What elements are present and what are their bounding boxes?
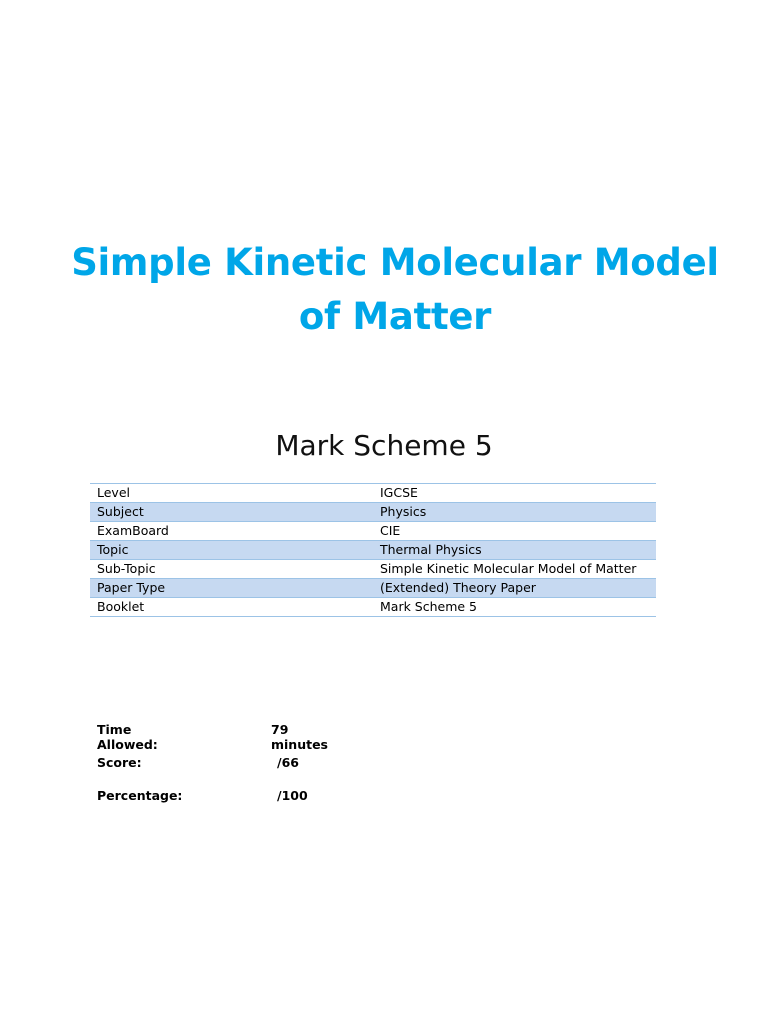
row-value: Simple Kinetic Molecular Model of Matter: [380, 561, 637, 576]
row-key: Booklet: [97, 599, 145, 614]
row-value: CIE: [380, 523, 401, 538]
row-key: Topic: [90, 541, 373, 560]
percentage-label: Percentage:: [97, 788, 183, 803]
document-subtitle: Mark Scheme 5: [275, 429, 493, 462]
table-row: [90, 560, 656, 579]
document-title: [40, 236, 750, 344]
row-value: Physics: [373, 503, 656, 522]
score-value: /66: [277, 755, 299, 770]
row-key: Level: [97, 485, 130, 500]
table-row: [90, 522, 656, 541]
table-row: [90, 579, 656, 598]
time-allowed-label: Time Allowed:: [97, 722, 158, 752]
row-key: Paper Type: [90, 579, 373, 598]
score-label: Score:: [97, 755, 142, 770]
info-table: [90, 483, 656, 617]
row-value: (Extended) Theory Paper: [373, 579, 656, 598]
table-row: [90, 503, 656, 522]
row-value: Mark Scheme 5: [380, 599, 478, 614]
row-key: Subject: [90, 503, 373, 522]
title-line-2: of Matter: [298, 295, 492, 338]
row-key: ExamBoard: [97, 523, 169, 538]
row-value: Thermal Physics: [373, 541, 656, 560]
table-row: [90, 484, 656, 503]
time-allowed-value: 79 minutes: [271, 722, 329, 752]
table-row: [90, 541, 656, 560]
row-value: IGCSE: [380, 485, 418, 500]
title-line-1: Simple Kinetic Molecular Model: [71, 241, 719, 284]
row-key: Sub-Topic: [97, 561, 156, 576]
table-row: [90, 598, 656, 617]
percentage-value: /100: [277, 788, 308, 803]
